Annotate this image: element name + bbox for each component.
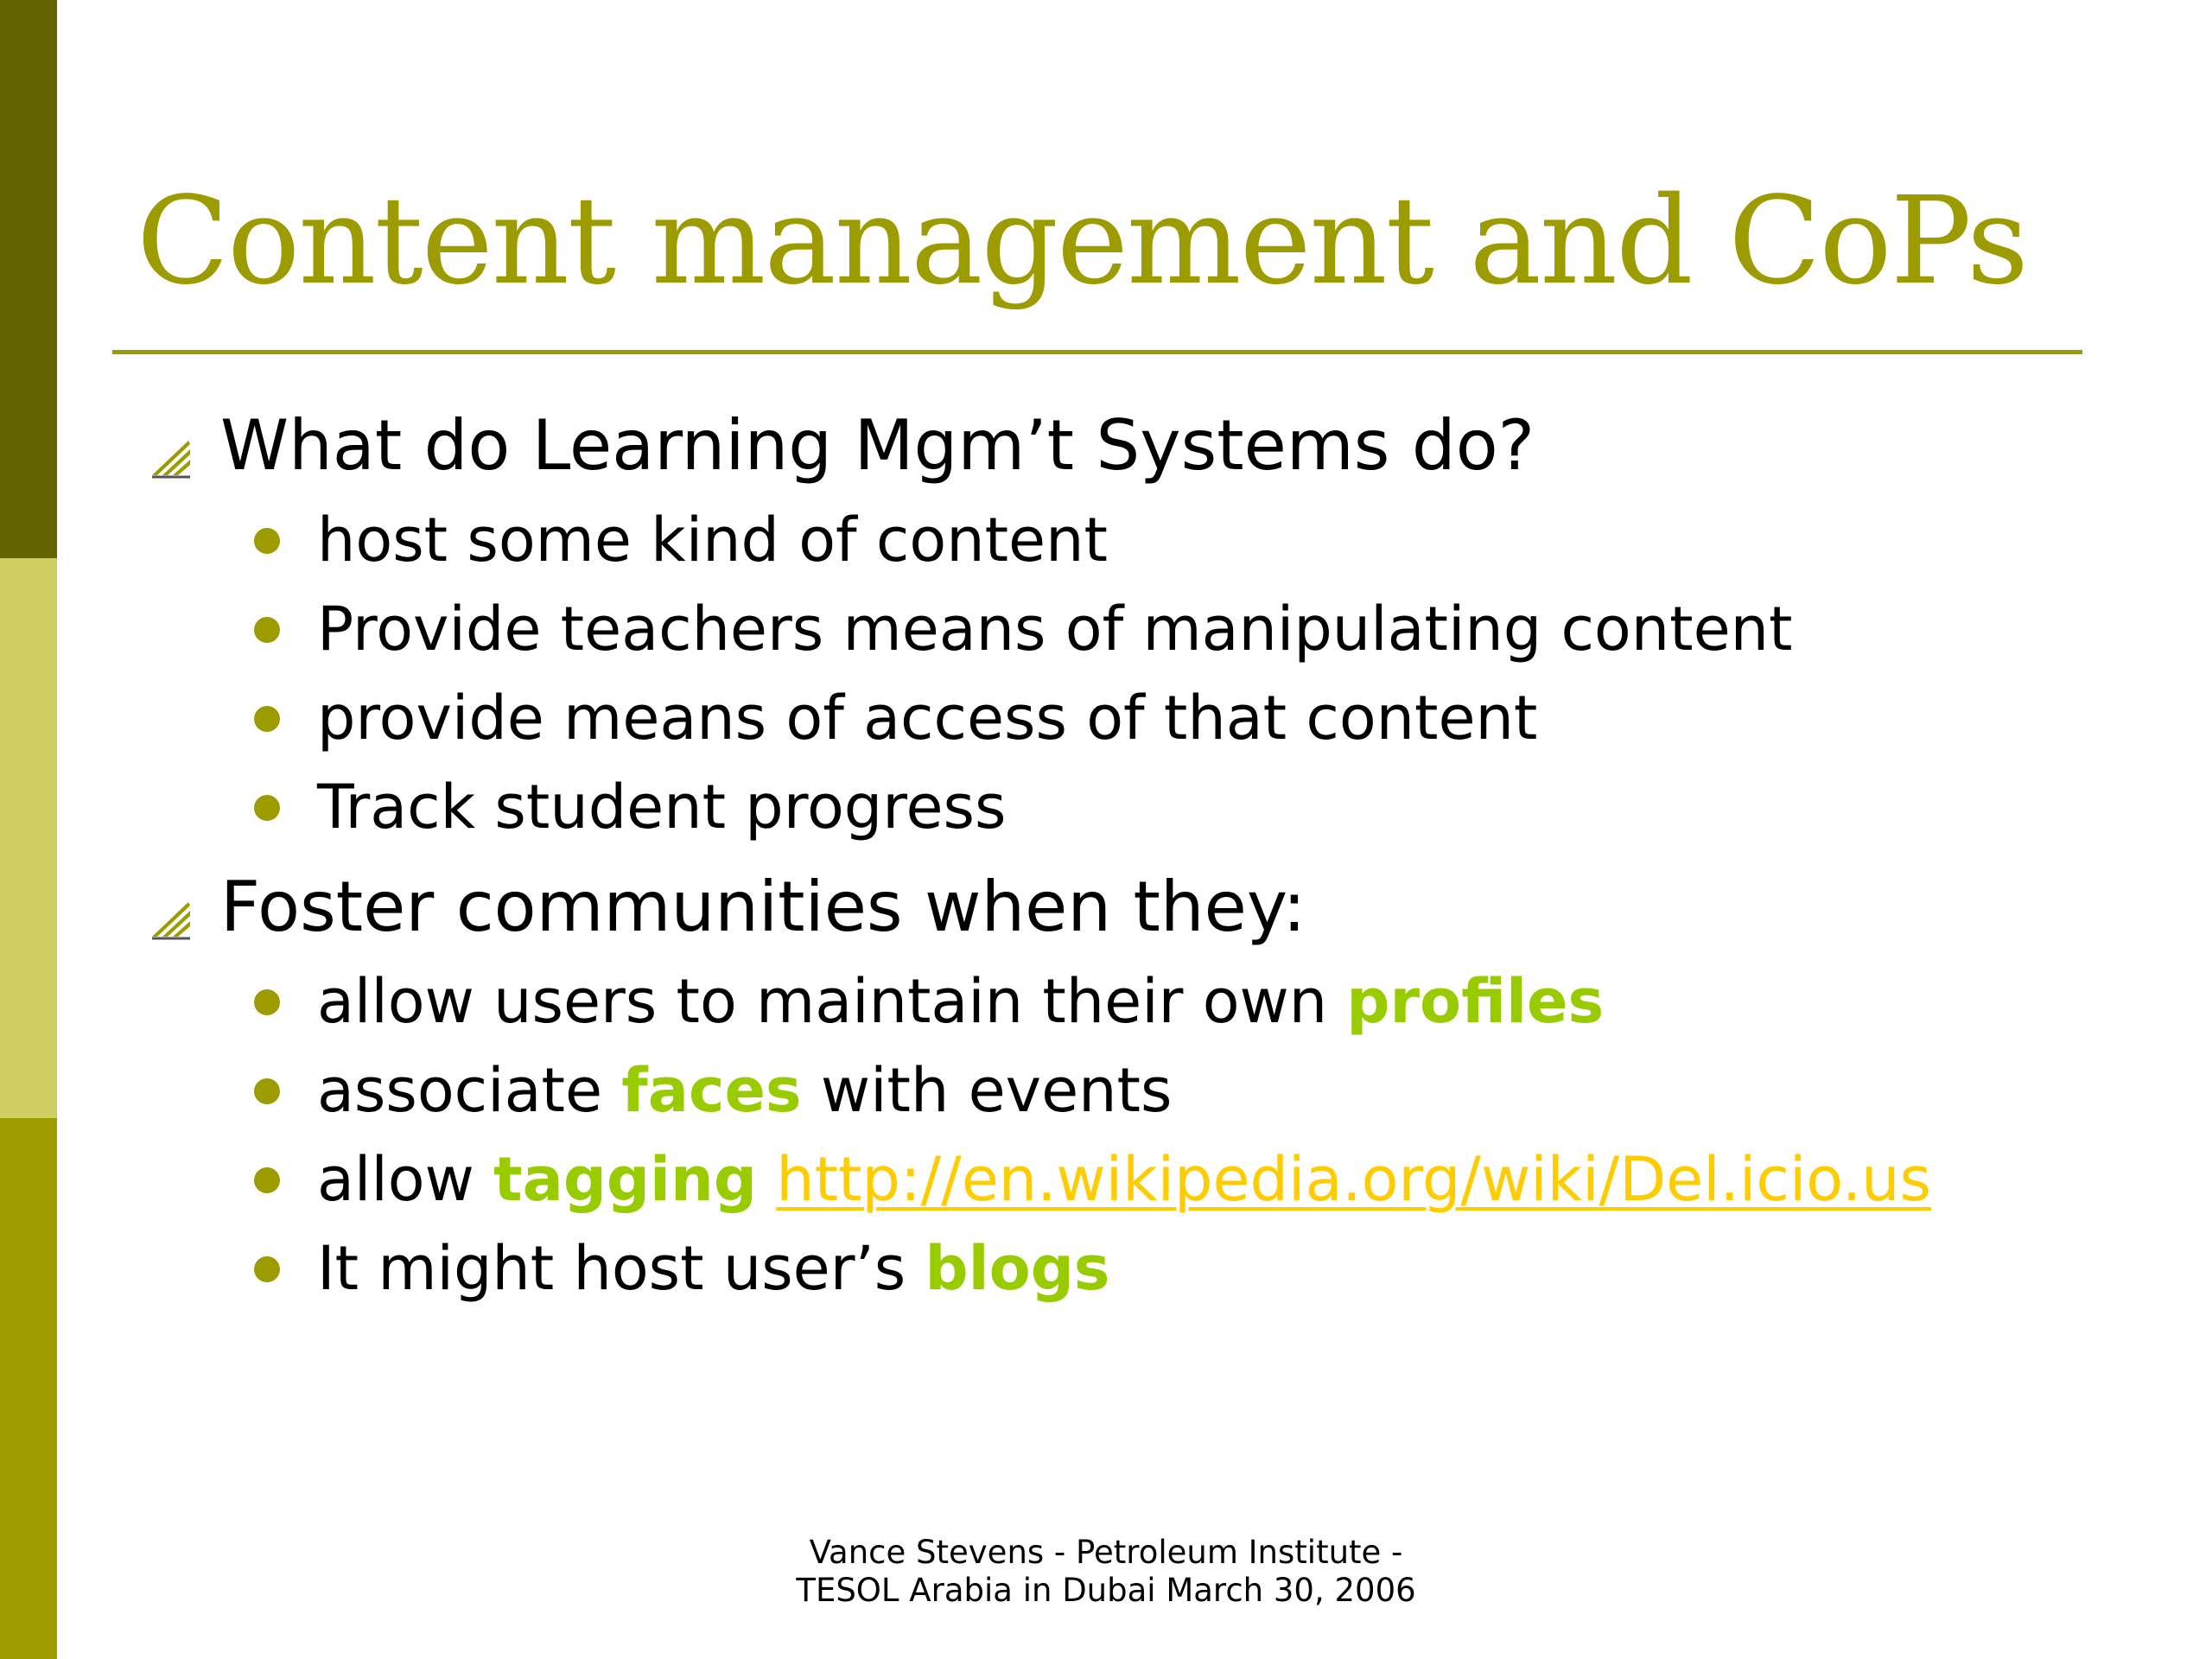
section-heading-communities: Foster communities when they: — [220, 867, 1306, 947]
list-item: Provide teachers means of manipulating content — [317, 594, 1793, 664]
hatched-arrow-bullet-icon — [149, 434, 194, 479]
section-heading-lms: What do Learning Mgm’t Systems do? — [220, 405, 1535, 486]
bullet-dot — [254, 1256, 280, 1282]
highlight-profiles: profiles — [1346, 966, 1605, 1037]
list-item-text: associate — [317, 1055, 622, 1126]
footer-line-1: Vance Stevens - Petroleum Institute - — [809, 1534, 1403, 1571]
bullet-dot — [254, 1078, 280, 1104]
delicious-wikipedia-link[interactable]: http://en.wikipedia.org/wiki/Del.icio.us — [776, 1144, 1931, 1215]
slide-title: Content management and CoPs — [137, 171, 2027, 312]
side-bar-bottom — [0, 1118, 57, 1659]
list-item — [317, 1055, 1173, 1126]
hatched-arrow-bullet-icon — [149, 895, 194, 940]
list-item: Track student progress — [317, 772, 1007, 842]
bullet-dot — [254, 706, 280, 732]
list-item — [317, 1144, 1931, 1215]
list-item — [317, 966, 1605, 1037]
side-bar-top — [0, 0, 57, 558]
bullet-dot — [254, 528, 280, 554]
bullet-dot — [254, 989, 280, 1015]
bullet-dot — [254, 617, 280, 643]
slide-footer — [717, 1534, 1495, 1610]
list-item — [317, 1233, 1110, 1304]
bullet-dot — [254, 1167, 280, 1193]
bullet-dot — [254, 795, 280, 821]
list-item-text: allow — [317, 1144, 494, 1215]
list-item-text-after: with events — [801, 1055, 1173, 1126]
title-underline — [112, 350, 2082, 354]
list-item-text: It might host user’s — [317, 1233, 925, 1304]
highlight-tagging: tagging — [493, 1144, 757, 1215]
highlight-blogs: blogs — [925, 1233, 1110, 1304]
list-item-text: allow users to maintain their own — [317, 966, 1347, 1037]
highlight-faces: faces — [621, 1055, 802, 1126]
footer-line-2: TESOL Arabia in Dubai March 30, 2006 — [796, 1572, 1416, 1609]
side-bar-middle — [0, 558, 57, 1118]
list-item: provide means of access of that content — [317, 683, 1538, 753]
list-item: host some kind of content — [317, 505, 1108, 575]
